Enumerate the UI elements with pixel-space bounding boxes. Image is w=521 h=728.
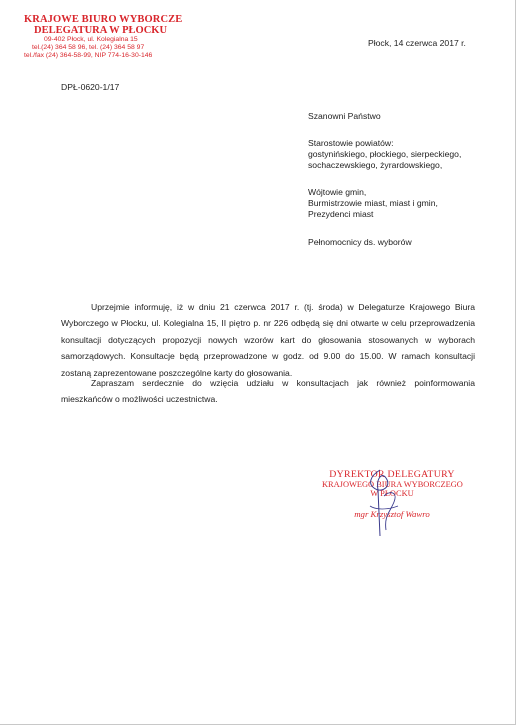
- recipient-line: gostynińskiego, płockiego, sierpeckiego,: [308, 149, 462, 159]
- recipients-group-starostowie: [308, 138, 461, 171]
- paragraph-line: Uprzejmie informuję, iż w dniu 21 czerwca 2017 r. (tj. środa) w Delegaturze Krajowego Biura: [91, 302, 475, 312]
- recipient-line: Prezydenci miast: [308, 209, 374, 219]
- stamp-phone: tel.(24) 364 58 96, tel. (24) 364 58 97: [32, 44, 145, 51]
- recipients-group-pelnomocnicy: Pełnomocnicy ds. wyborów: [308, 237, 412, 247]
- reference-number: DPŁ-0620-1/17: [61, 82, 120, 92]
- paragraph-line: Wyborczego w Płocku, ul. Kolegialna 15, II piętro p. nr 226 odbędą się dni otwarte w celu przeprowadzenia: [61, 318, 475, 329]
- stamp-line-1: KRAJOWE BIURO WYBORCZE: [24, 14, 183, 25]
- letter-date: Płock, 14 czerwca 2017 r.: [368, 38, 466, 48]
- stamp-fax: tel./fax (24) 364-58-99, NIP 774-16-30-146: [24, 52, 153, 59]
- handwritten-signature-icon: [340, 466, 420, 546]
- stamp-line-2: DELEGATURA W PŁOCKU: [34, 25, 168, 36]
- signature-line-3: W PŁOCKU: [370, 489, 414, 498]
- recipient-line: Wójtowie gmin,: [308, 187, 367, 197]
- body-paragraph-1: [61, 299, 475, 381]
- body-paragraph-2: [61, 375, 475, 408]
- recipient-line: sochaczewskiego, żyrardowskiego,: [308, 160, 443, 170]
- signature-line-2: KRAJOWEGO BIURA WYBORCZEGO: [322, 480, 463, 489]
- paragraph-line: zostaną zaprezentowane poszczególne karty do głosowania.: [61, 367, 293, 378]
- paragraph-line: Zapraszam serdecznie do wzięcia udziału w konsultacjach jak również poinformowania: [91, 378, 475, 388]
- recipient-line: Burmistrzowie miast, miast i gmin,: [308, 198, 438, 208]
- paragraph-line: konsultacji dotyczących propozycji nowych wzorów kart do głosowania stosowanych w wyborach: [61, 334, 475, 345]
- salutation: Szanowni Państwo: [308, 111, 381, 121]
- paragraph-line: mieszkańców o możliwości uczestnictwa.: [61, 394, 218, 405]
- office-stamp: [24, 14, 184, 60]
- stamp-address: 09-402 Płock, ul. Kolegialna 15: [44, 36, 138, 43]
- signature-name: mgr Krzysztof Wawro: [354, 509, 430, 519]
- recipients-group-wojtowie: [308, 187, 438, 220]
- signature-title: DYREKTOR DELEGATURY: [329, 469, 455, 480]
- recipient-line: Starostowie powiatów:: [308, 138, 394, 148]
- paragraph-line: samorządowych. Konsultacje będą przeprowadzone w godz. od 9.00 do 15.00. W ramach konsultacji: [61, 351, 475, 362]
